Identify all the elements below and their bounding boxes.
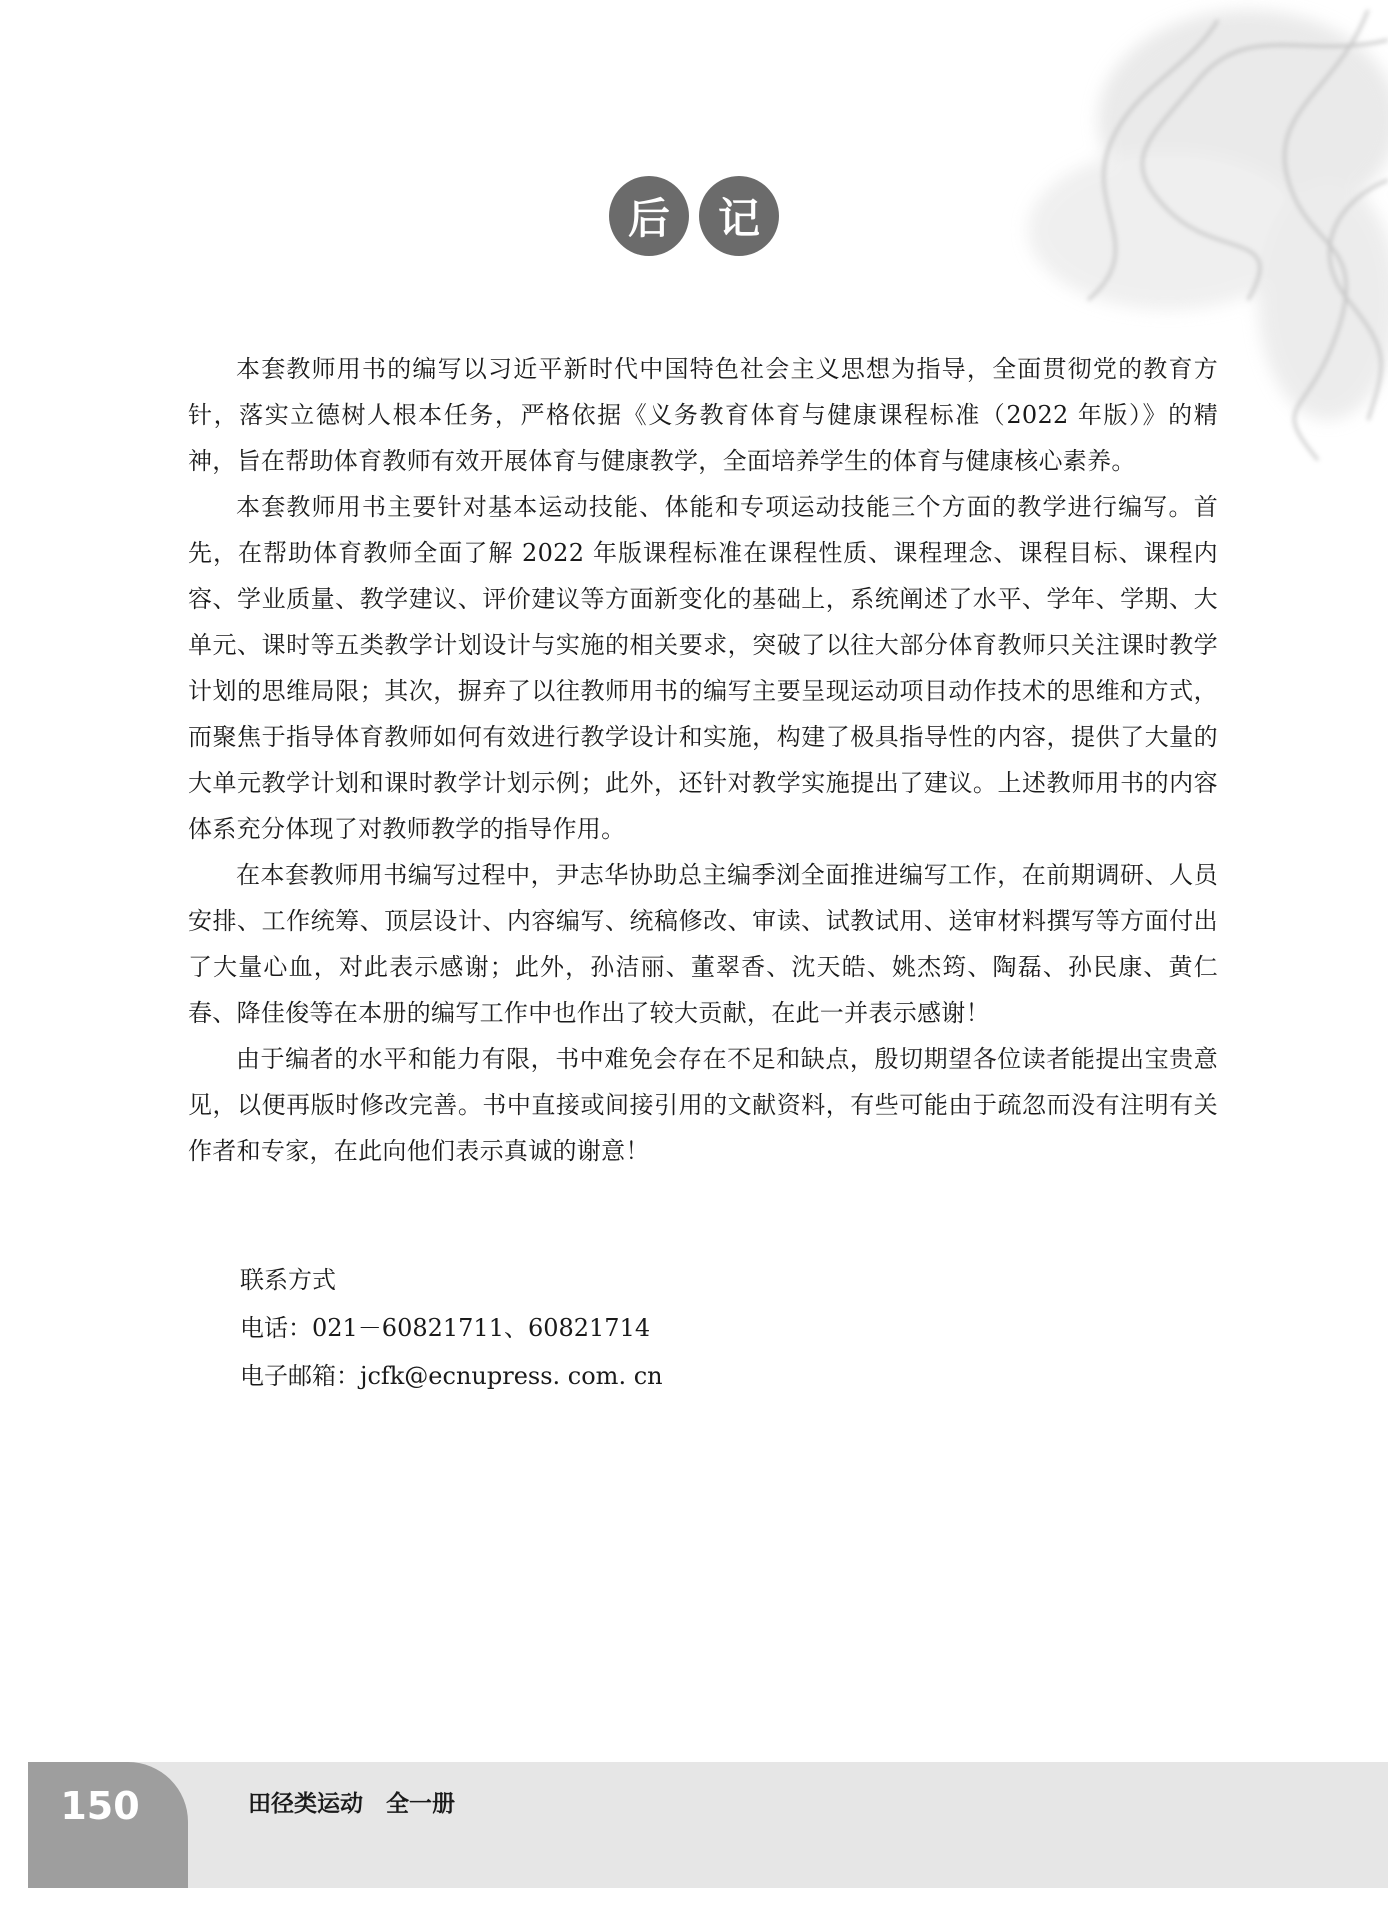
page-number: 150: [60, 1784, 140, 1828]
contact-info: [240, 1256, 663, 1400]
paragraph-2: 本套教师用书主要针对基本运动技能、体能和专项运动技能三个方面的教学进行编写。首先，在帮助体育教师全面了解 2022 年版课程标准在课程性质、课程理念、课程目标、课程内容、学业质量、教学建议、评价建议等方面新变化的基础上，系统阐述了水平、学年、学期、大单元、课时等五类教学计划设计与实施的相关要求，突破了以往大部分体育教师只关注课时教学计划的思维局限；其次，摒弃了以往教师用书的编写主要呈现运动项目动作技术的思维和方式，而聚焦于指导体育教师如何有效进行教学设计和实施，构建了极具指导性的内容，提供了大量的大单元教学计划和课时教学计划示例；此外，还针对教学实施提出了建议。上述教师用书的内容体系充分体现了对教师教学的指导作用。: [188, 493, 1218, 843]
page-number-tab: [28, 1762, 188, 1888]
page-title: [0, 176, 1388, 256]
paragraph-3: 在本套教师用书编写过程中，尹志华协助总主编季浏全面推进编写工作，在前期调研、人员安排、工作统筹、顶层设计、内容编写、统稿修改、审读、试教试用、送审材料撰写等方面付出了大量心血，对此表示感谢；此外，孙洁丽、董翠香、沈天皓、姚杰筠、陶磊、孙民康、黄仁春、降佳俊等在本册的编写工作中也作出了较大贡献，在此一并表示感谢！: [188, 861, 1218, 1027]
contact-phone: 电话：021－60821711、60821714: [240, 1314, 651, 1342]
title-char-1: 后: [609, 176, 689, 256]
paragraph-4: 由于编者的水平和能力有限，书中难免会存在不足和缺点，殷切期望各位读者能提出宝贵意见，以便再版时修改完善。书中直接或间接引用的文献资料，有些可能由于疏忽而没有注明有关作者和专家，在此向他们表示真诚的谢意！: [188, 1045, 1218, 1165]
afterword-body: [188, 346, 1218, 1174]
paragraph-1: 本套教师用书的编写以习近平新时代中国特色社会主义思想为指导，全面贯彻党的教育方针，落实立德树人根本任务，严格依据《义务教育体育与健康课程标准（2022 年版）》的精神，旨在帮助体育教师有效开展体育与健康教学，全面培养学生的体育与健康核心素养。: [188, 355, 1218, 475]
title-char-2: 记: [699, 176, 779, 256]
footer-book-title: 田径类运动 全一册: [248, 1791, 455, 1817]
footer-bar: [28, 1762, 1388, 1888]
contact-heading: 联系方式: [240, 1266, 336, 1294]
contact-email: 电子邮箱：jcfk@ecnupress. com. cn: [240, 1362, 663, 1390]
